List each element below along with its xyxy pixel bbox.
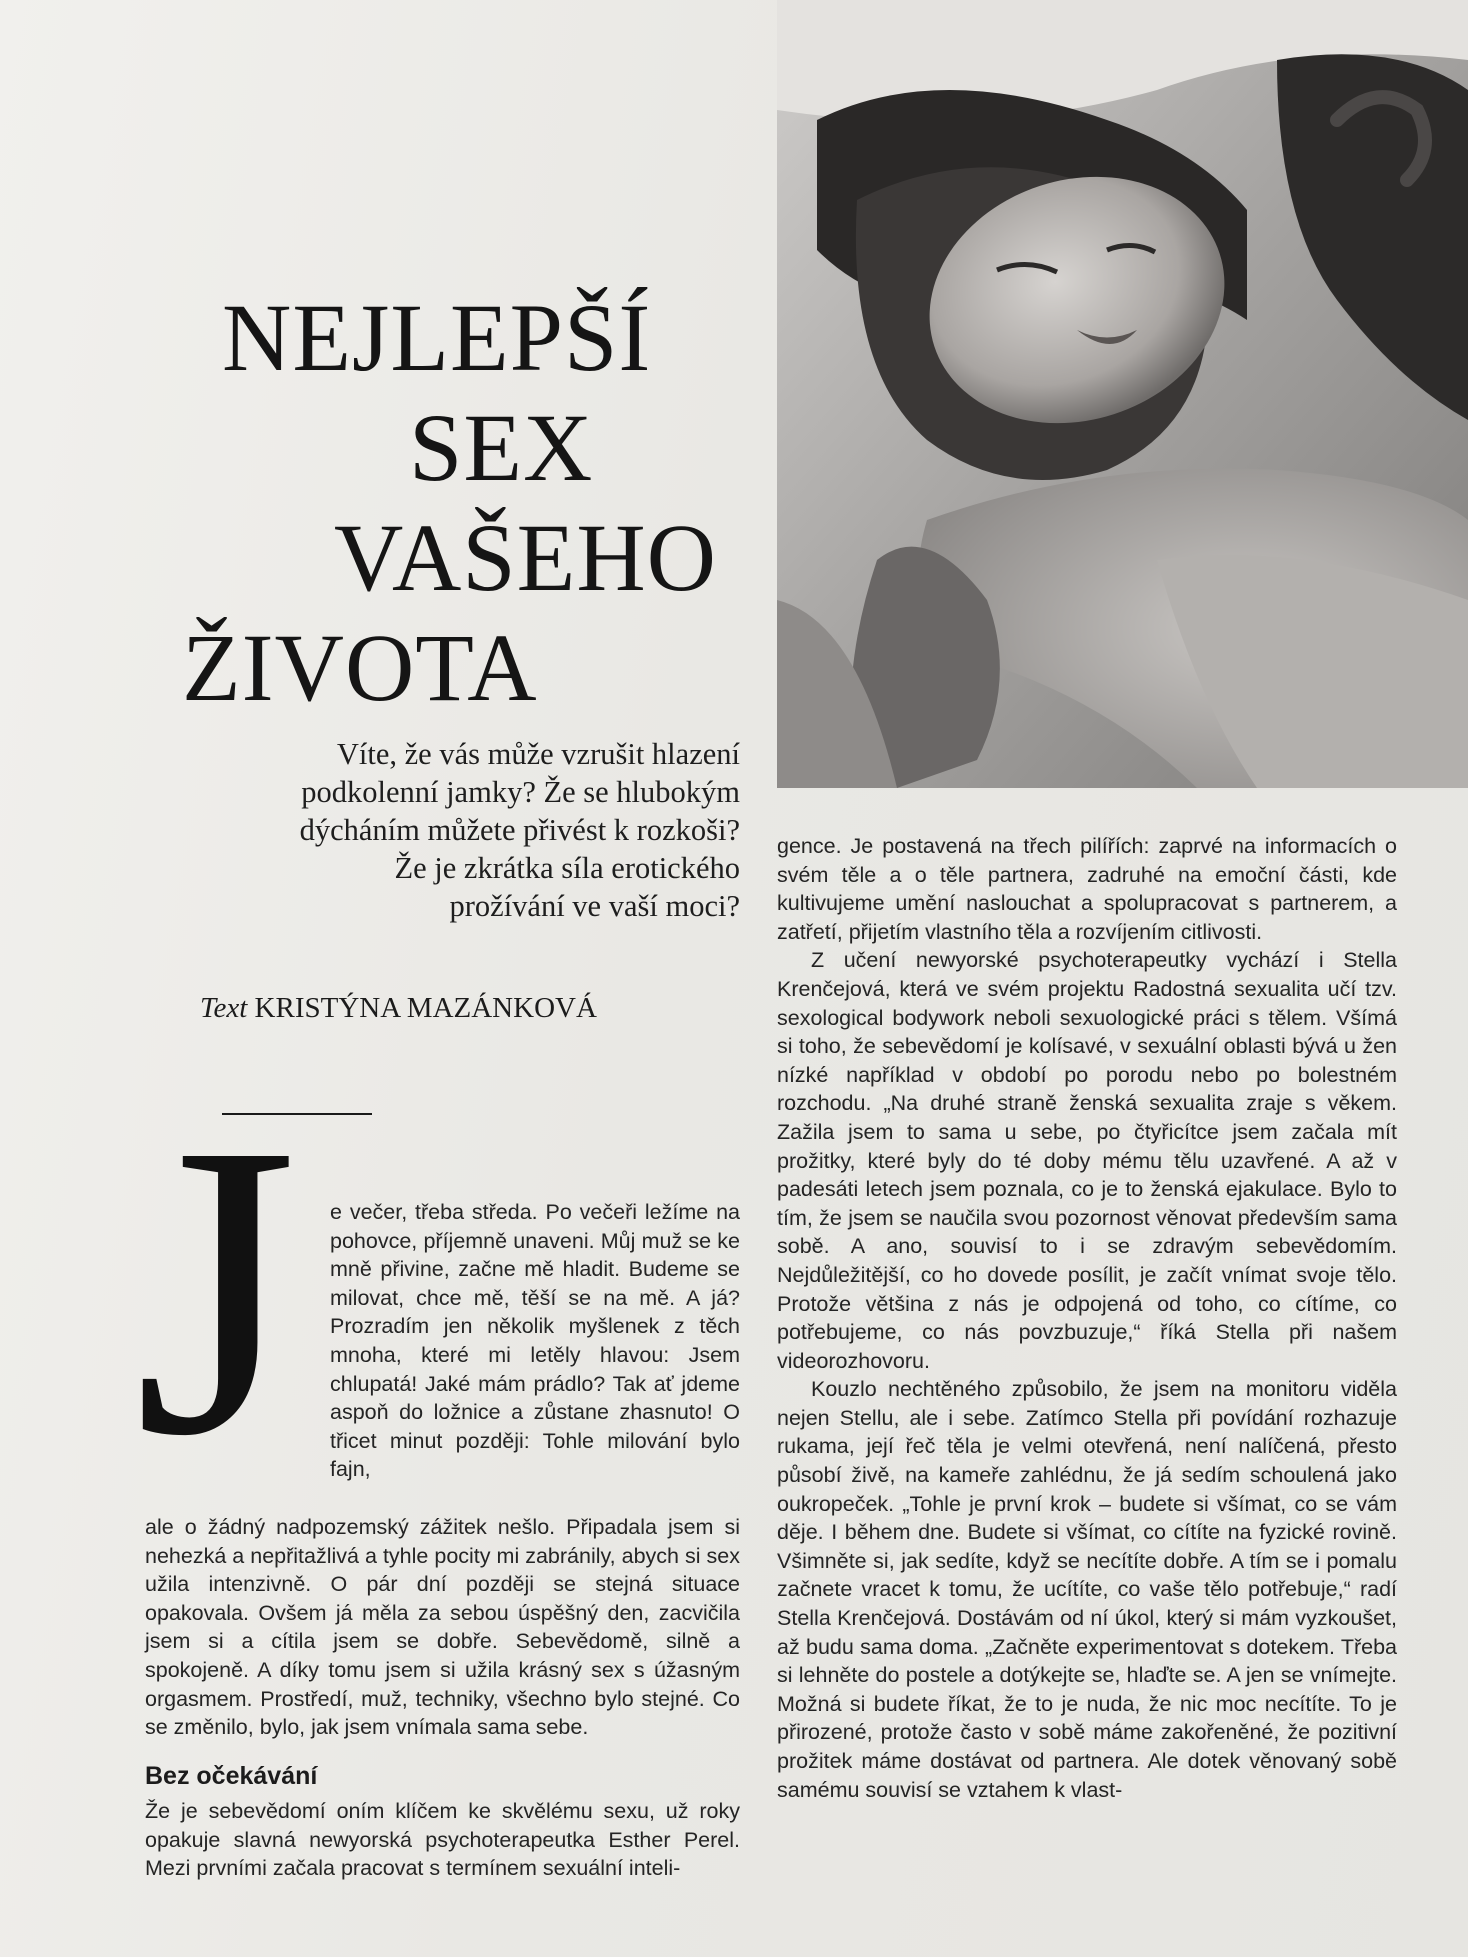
lead-line: podkolenní jamky? Že se hlubokým (301, 775, 740, 809)
headline-line: NEJLEPŠÍ (222, 284, 652, 391)
lead-line: Víte, že vás může vzrušit hlazení (336, 737, 740, 771)
intro-paragraph (330, 1198, 740, 1484)
intro-continued-text: ale o žádný nadpozemský zážitek nešlo. Připadala jsem si nehezká a nepřitažlivá a tyhle pocity mi zabránily, abych si sex užila intenzivně. O pár dní později se stejná situace opakovala. Ovšem já měla za sebou úspěšný den, zacvičila jsem si a cítila jsem se dobře. Sebevědomě, silně a spokojeně. A díky tomu jsem si užila krásný sex s úžasným orgasmem. Prostředí, muž, techniky, všechno bylo stejné. Co se změnilo, bylo, jak jsem vnímala sama sebe. (145, 1515, 740, 1740)
intro-continued (145, 1513, 740, 1742)
drop-cap: J (134, 1057, 298, 1522)
byline (200, 990, 660, 1026)
section-text: Že je sebevědomí oním klíčem ke skvělému sexu, už roky opakuje slavná newyorská psychoterapeutka Esther Perel. Mezi prvními začala pracovat s termínem sexuální inteli- (145, 1799, 740, 1881)
lead-line: Že je zkrátka síla erotického (394, 851, 740, 885)
byline-author: KRISTÝNA MAZÁNKOVÁ (254, 992, 597, 1024)
right-column (777, 832, 1397, 1804)
lead-line: dýcháním můžete přivést k rozkoši? (299, 813, 740, 847)
paragraph: gence. Je postavená na třech pilířích: zaprvé na informacích o svém těle a o těle partnera, zadruhé na emoční části, kde kultivujeme umění naslouchat a spolupracovat s partnerem, a zatřetí, přijetím vlastního těla a rozvíjením citlivosti. (777, 834, 1397, 944)
paragraph: Kouzlo nechtěného způsobilo, že jsem na monitoru viděla nejen Stellu, ale i sebe. Zatímco Stella při povídání rozhazuje rukama, její řeč těla je velmi otevřená, není nalíčená, přesto působí živě, na kameře zahlédnu, že já sedím schoulená jako oukropeček. „Tohle je první krok – budete si všímat, co se vám děje. I během dne. Budete si všímat, co cítíte na fyzické rovině. Všimněte si, jak sedíte, když se necítíte dobře. A tím se i pomalu začnete vracet k tomu, že ucítíte, co vaše tělo potřebuje,“ radí Stella Krenčejová. Dostávám od ní úkol, který si mám vyzkoušet, až budu sama doma. „Začněte experimentovat s dotekem. Třeba si lehněte do postele a dotýkejte se, hlaďte se. A jen se vnímejte. Možná si budete říkat, že to je nuda, že nic moc necítíte. To je přirozené, protože často v sobě máme zakořeněné, že pozitivní prožitek máme dostávat od partnera. Ale dotek věnovaný sobě samému souvisí se vztahem k vlast- (777, 1377, 1397, 1802)
headline-line: ŽIVOTA (182, 614, 538, 721)
section-paragraph (145, 1797, 740, 1883)
section-subheading: Bez očekávání (145, 1762, 318, 1790)
article-photo (777, 0, 1468, 788)
paragraph: Z učení newyorské psychoterapeutky vychází i Stella Krenčejová, která ve svém projektu Radostná sexualita učí tzv. sexological bodywork neboli sexuologické práci s tělem. Všímá si toho, že sebevědomí je kolísavé, v sexuální oblasti bývá u žen nízké například v období po porodu nebo po bolestném rozchodu. „Na druhé straně ženská sexualita zraje s věkem. Zažila jsem to sama u sebe, po čtyřicítce jsem začala mít prožitky, které byly do té doby mému tělu uzavřené. A až v padesáti letech jsem poznala, co je to ženská ejakulace. Bylo to tím, že jsem se naučila svou pozornost věnovat především sama sobě. A ano, souvisí to i se zdravým sebevědomím. Nejdůležitější, co ho dovede posílit, je začít vnímat svoje tělo. Protože většina z nás je odpojená od toho, co cítíme, co potřebujeme, co nás povzbuzuje,“ říká Stella při našem videorozhovoru. (777, 948, 1397, 1373)
headline-line: SEX (409, 394, 594, 501)
intro-text: e večer, třeba středa. Po večeři ležíme na pohovce, příjemně unaveni. Můj muž se ke mně přivine, začne mě hladit. Budeme se milovat, chce mě, těší se na mě. A já? Prozradím jen několik myšlenek z těch mnoha, které mi letěly hlavou: Jsem chlupatá! Jaké mám prádlo? Tak ať jdeme aspoň do ložnice a zůstane zhasnuto! O třicet minut později: Tohle milování bylo fajn, (330, 1200, 740, 1482)
headline-line: VAŠEHO (334, 504, 717, 611)
byline-prefix: Text (200, 992, 248, 1024)
lead-line: prožívání ve vaší moci? (449, 889, 740, 923)
couple-embrace-photo (777, 0, 1468, 788)
article-lead (140, 735, 740, 925)
